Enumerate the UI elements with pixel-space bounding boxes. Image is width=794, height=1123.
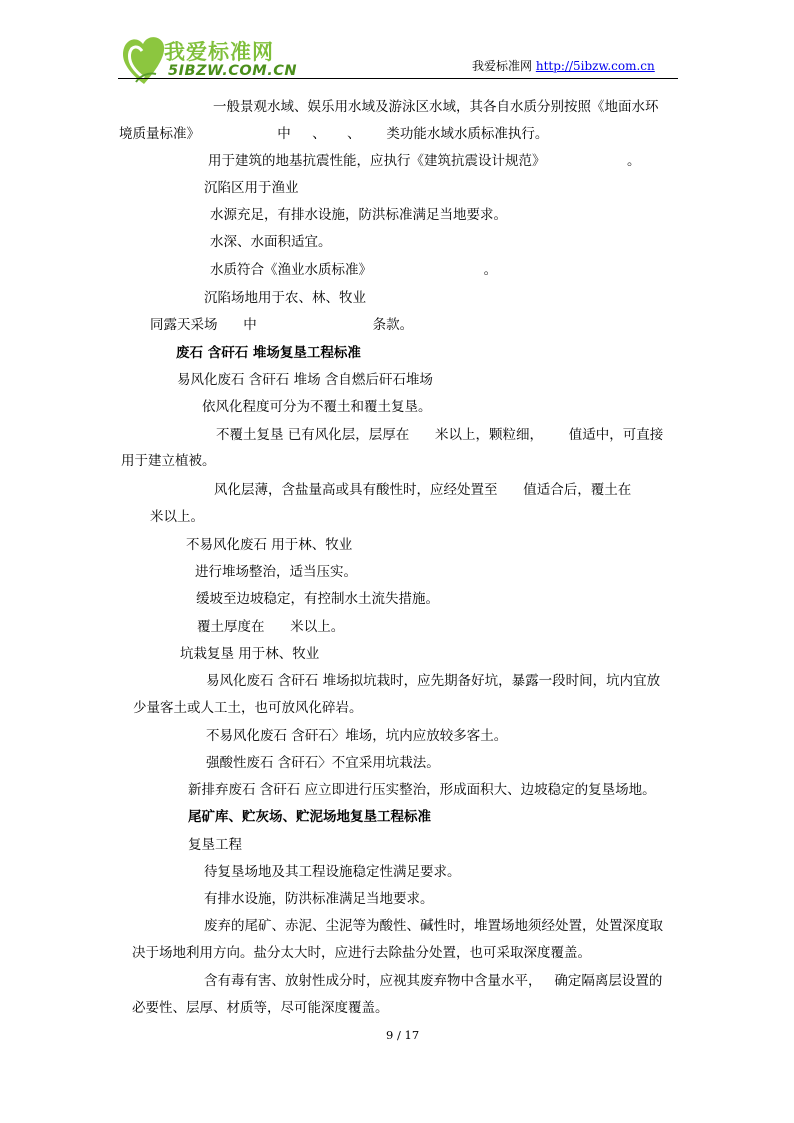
logo-chinese-text: 我爱标准网	[164, 40, 274, 64]
logo-english-text: 5IBZW.COM.CN	[168, 63, 297, 79]
header-site-link[interactable]: http://5ibzw.com.cn	[535, 59, 655, 73]
body-line: 依风化程度可分为不覆土和覆土复垦。	[202, 399, 432, 415]
page-number: 9 / 17	[386, 1028, 420, 1042]
body-line: 水源充足，有排水设施，防洪标准满足当地要求。	[210, 207, 507, 223]
body-line: 决于场地利用方向。盐分太大时，应进行去除盐分处置，也可采取深度覆盖。	[132, 945, 591, 961]
body-line: 含有毒有害、放射性成分时，应视其废弃物中含量水平， 确定隔离层设置的	[204, 973, 663, 989]
header-site-name: 我爱标准网	[472, 59, 533, 73]
site-logo[interactable]	[118, 32, 297, 88]
body-line: 一般景观水域、娱乐用水域及游泳区水域，其各自水质分别按照《地面水环	[213, 99, 659, 115]
body-line: 易风化废石 含矸石 堆场 含自燃后矸石堆场	[177, 372, 433, 388]
body-line: 水深、水面积适宜。	[210, 234, 332, 250]
body-line: 进行堆场整治，适当压实。	[195, 564, 357, 580]
body-line: 强酸性废石 含矸石〉不宜采用坑栽法。	[206, 755, 440, 771]
body-line: 不覆土复垦 已有风化层，层厚在 米以上，颗粒细， 值适中，可直接	[216, 427, 664, 443]
body-line: 少量客土或人工土，也可放风化碎岩。	[133, 700, 363, 716]
body-line: 坑栽复垦 用于林、牧业	[180, 646, 320, 662]
body-line: 风化层薄，含盐量高或具有酸性时，应经处置至 值适合后，覆土在	[214, 482, 632, 498]
body-line: 不易风化废石 用于林、牧业	[186, 537, 353, 553]
section-heading: 尾矿库、贮灰场、贮泥场地复垦工程标准	[188, 809, 431, 825]
body-line: 缓坡至边坡稳定，有控制水土流失措施。	[196, 591, 439, 607]
body-line: 有排水设施，防洪标准满足当地要求。	[204, 891, 434, 907]
body-line: 复垦工程	[188, 837, 242, 853]
section-heading: 废石 含矸石 堆场复垦工程标准	[176, 345, 361, 361]
body-line: 沉陷区用于渔业	[204, 180, 299, 196]
body-line: 境质量标准》 中 、 、 类功能水域水质标准执行。	[119, 126, 549, 142]
body-line: 沉陷场地用于农、林、牧业	[204, 290, 366, 306]
body-line: 必要性、层厚、材质等，尽可能深度覆盖。	[132, 1000, 389, 1016]
body-line: 用于建立植被。	[121, 453, 216, 469]
body-line: 废弃的尾矿、赤泥、尘泥等为酸性、碱性时，堆置场地须经处置，处置深度取	[204, 918, 663, 934]
body-line: 同露天采场 中 条款。	[150, 317, 414, 333]
header-divider	[118, 78, 678, 79]
body-line: 用于建筑的地基抗震性能，应执行《建筑抗震设计规范》 。	[208, 153, 641, 169]
header-site-info	[472, 57, 655, 74]
body-line: 米以上。	[150, 509, 204, 525]
body-line: 易风化废石 含矸石 堆场拟坑栽时，应先期备好坑，暴露一段时间，坑内宜放	[206, 673, 661, 689]
leaf-heart-logo-icon	[118, 32, 170, 88]
body-line: 新排弃废石 含矸石 应立即进行压实整治，形成面积大、边坡稳定的复垦场地。	[188, 782, 656, 798]
body-line: 不易风化废石 含矸石〉堆场，坑内应放较多客土。	[206, 728, 508, 744]
body-line: 覆土厚度在 米以上。	[197, 619, 345, 635]
body-line: 水质符合《渔业水质标准》 。	[210, 262, 498, 278]
body-line: 待复垦场地及其工程设施稳定性满足要求。	[204, 864, 461, 880]
